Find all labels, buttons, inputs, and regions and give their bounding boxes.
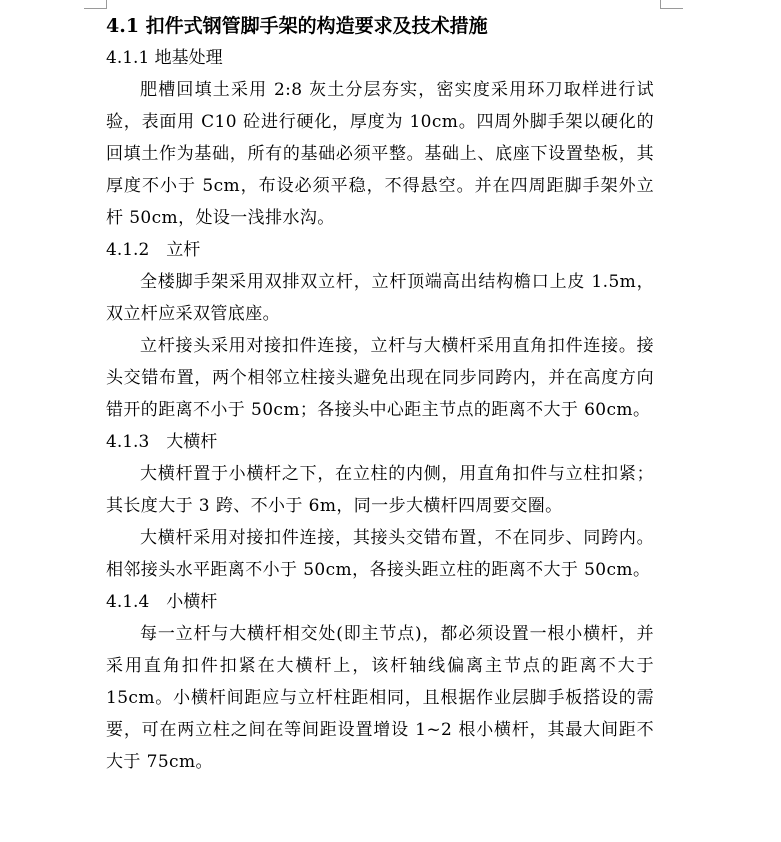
margin-corner-mark-left	[84, 0, 107, 9]
subsection-heading-transom: 4.1.4 小横杆	[106, 592, 218, 612]
paragraph: 每一立杆与大横杆相交处(即主节点)，都必须设置一根小横杆，并采用直角扣件扣紧在大横杆上，该杆轴线偏离主节点的距离不大于 15cm。小横杆间距应与立杆柱距相同，且根据作业层脚手板搭设的需要，可在两立柱之间在等间距设置增设 1~2 根小横杆，其最大间距不大于 75cm。	[106, 624, 654, 772]
paragraph: 大横杆采用对接扣件连接，其接头交错布置，不在同步、同跨内。相邻接头水平距离不小于 50cm，各接头距立柱的距离不大于 50cm。	[106, 528, 654, 580]
paragraph: 全楼脚手架采用双排双立杆，立杆顶端高出结构檐口上皮 1.5m，双立杆应采双管底座。	[106, 272, 654, 324]
paragraph: 大横杆置于小横杆之下，在立柱的内侧，用直角扣件与立柱扣紧；其长度大于 3 跨、不小于 6m，同一步大横杆四周要交圈。	[106, 464, 654, 516]
document-body	[106, 10, 654, 778]
margin-corner-mark-right	[660, 0, 683, 9]
section-title: 4.1 扣件式钢管脚手架的构造要求及技术措施	[106, 15, 488, 37]
subsection-heading-upright-pole: 4.1.2 立杆	[106, 240, 201, 260]
subsection-heading-ledger: 4.1.3 大横杆	[106, 432, 218, 452]
paragraph: 立杆接头采用对接扣件连接，立杆与大横杆采用直角扣件连接。接头交错布置，两个相邻立柱接头避免出现在同步同跨内，并在高度方向错开的距离不小于 50cm；各接头中心距主节点的距离不大于 60cm。	[106, 336, 654, 420]
paragraph: 肥槽回填土采用 2:8 灰土分层夯实，密实度采用环刀取样进行试验，表面用 C10 砼进行硬化，厚度为 10cm。四周外脚手架以硬化的回填土作为基础，所有的基础必须平整。基础上、底座下设置垫板，其厚度不小于 5cm，布设必须平稳，不得悬空。并在四周距脚手架外立杆 50cm，处设一浅排水沟。	[106, 80, 654, 228]
subsection-heading-foundation: 4.1.1 地基处理	[106, 48, 223, 68]
